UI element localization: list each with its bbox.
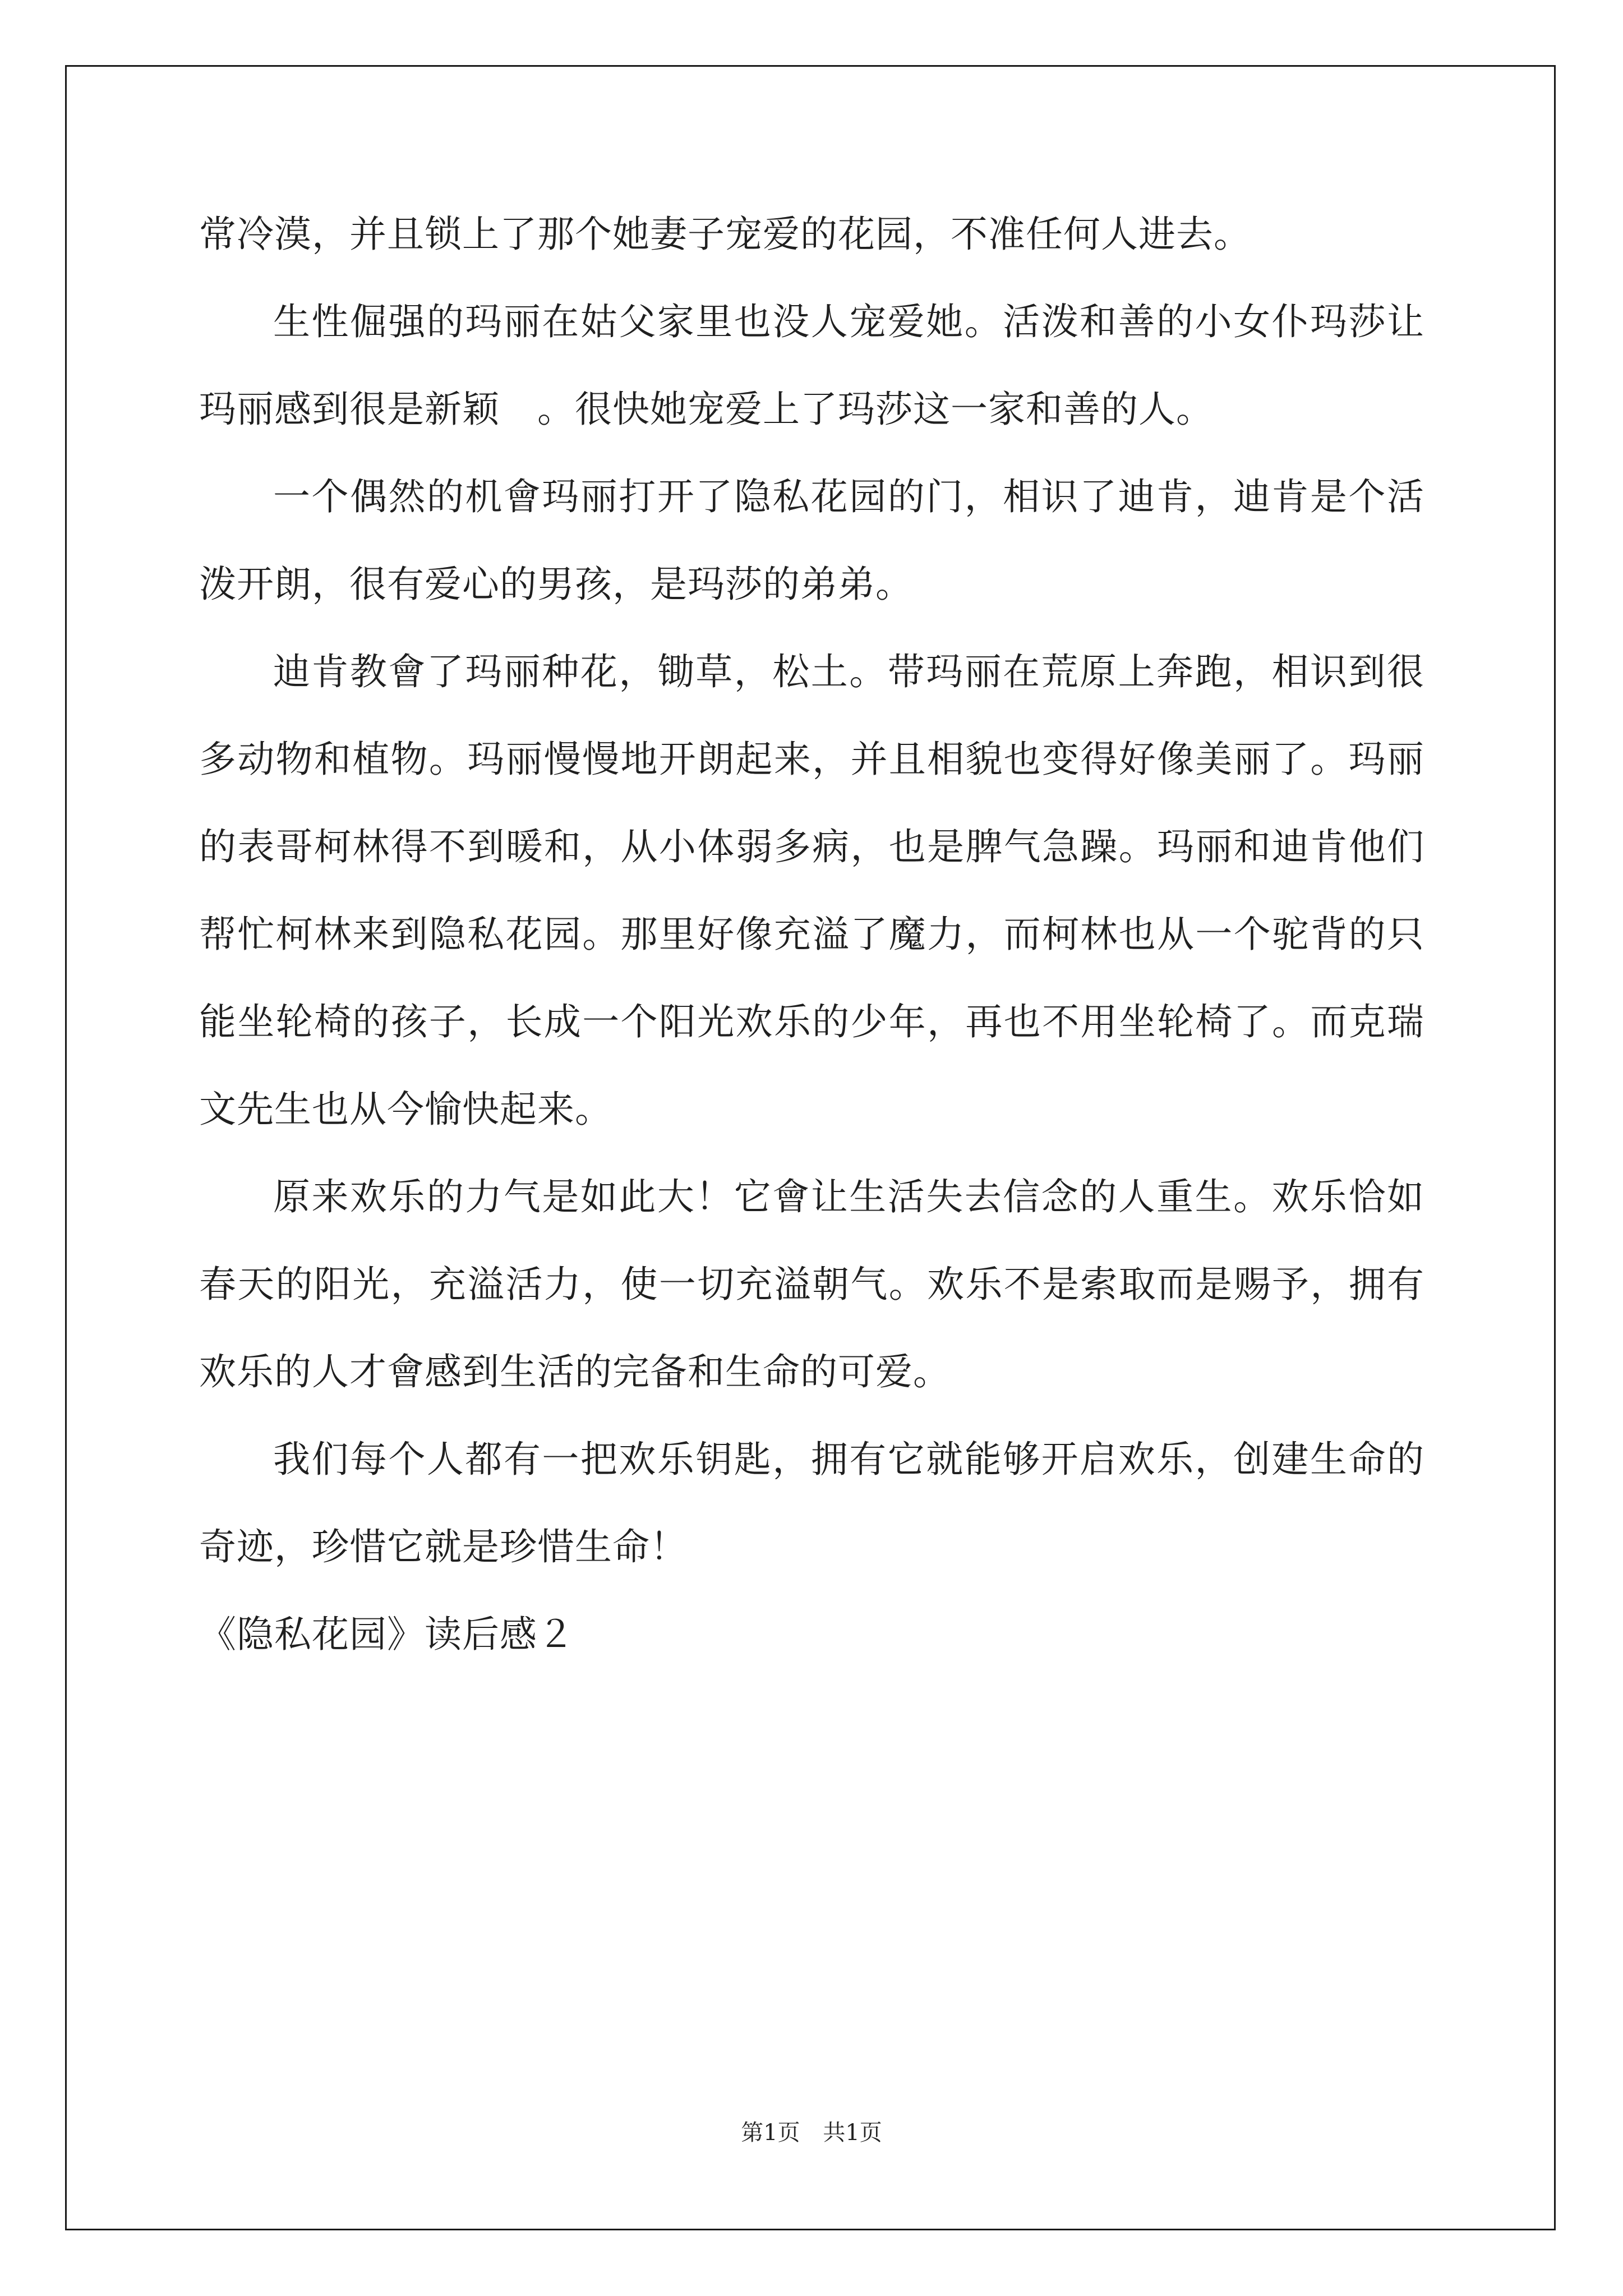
paragraph-4: 迪肯教會了玛丽种花，锄草，松土。带玛丽在荒原上奔跑，相识到很多动物和植物。玛丽慢慢地开朗起来，并且相貌也变得好像美丽了。玛丽的表哥柯林得不到暖和，从小体弱多病，也是脾气急躁。玛丽和迪肯他们帮忙柯林来到隐私花园。那里好像充溢了魔力，而柯林也从一个驼背的只能坐轮椅的孩子，长成一个阳光欢乐的少年，再也不用坐轮椅了。而克瑞文先生也从今愉快起来。 <box>199 650 1424 1131</box>
page-total: 共1页 <box>823 2120 882 2146</box>
paragraph-1: 常冷漠，并且锁上了那个她妻子宠爱的花园，不准任何人进去。 <box>199 213 1251 256</box>
paragraph-6: 我们每个人都有一把欢乐钥匙，拥有它就能够开启欢乐，创建生命的奇迹，珍惜它就是珍惜生命！ <box>199 1438 1424 1568</box>
paragraph-5: 原来欢乐的力气是如此大！它會让生活失去信念的人重生。欢乐恰如春天的阳光，充溢活力，使一切充溢朝气。欢乐不是索取而是赐予，拥有欢乐的人才會感到生活的完备和生命的可爱。 <box>199 1175 1424 1393</box>
document-body <box>199 191 1424 1678</box>
paragraph-2: 生性倔强的玛丽在姑父家里也没人宠爱她。活泼和善的小女仆玛莎让玛丽感到很是新颖 。很快她宠爱上了玛莎这一家和善的人。 <box>199 300 1424 431</box>
page-number: 第1页 <box>741 2120 800 2146</box>
paragraph-3: 一个偶然的机會玛丽打开了隐私花园的门，相识了迪肯，迪肯是个活泼开朗，很有爱心的男孩，是玛莎的弟弟。 <box>199 475 1424 606</box>
page-footer <box>0 2115 1623 2147</box>
section-heading: 《隐私花园》读后感２ <box>199 1613 575 1656</box>
